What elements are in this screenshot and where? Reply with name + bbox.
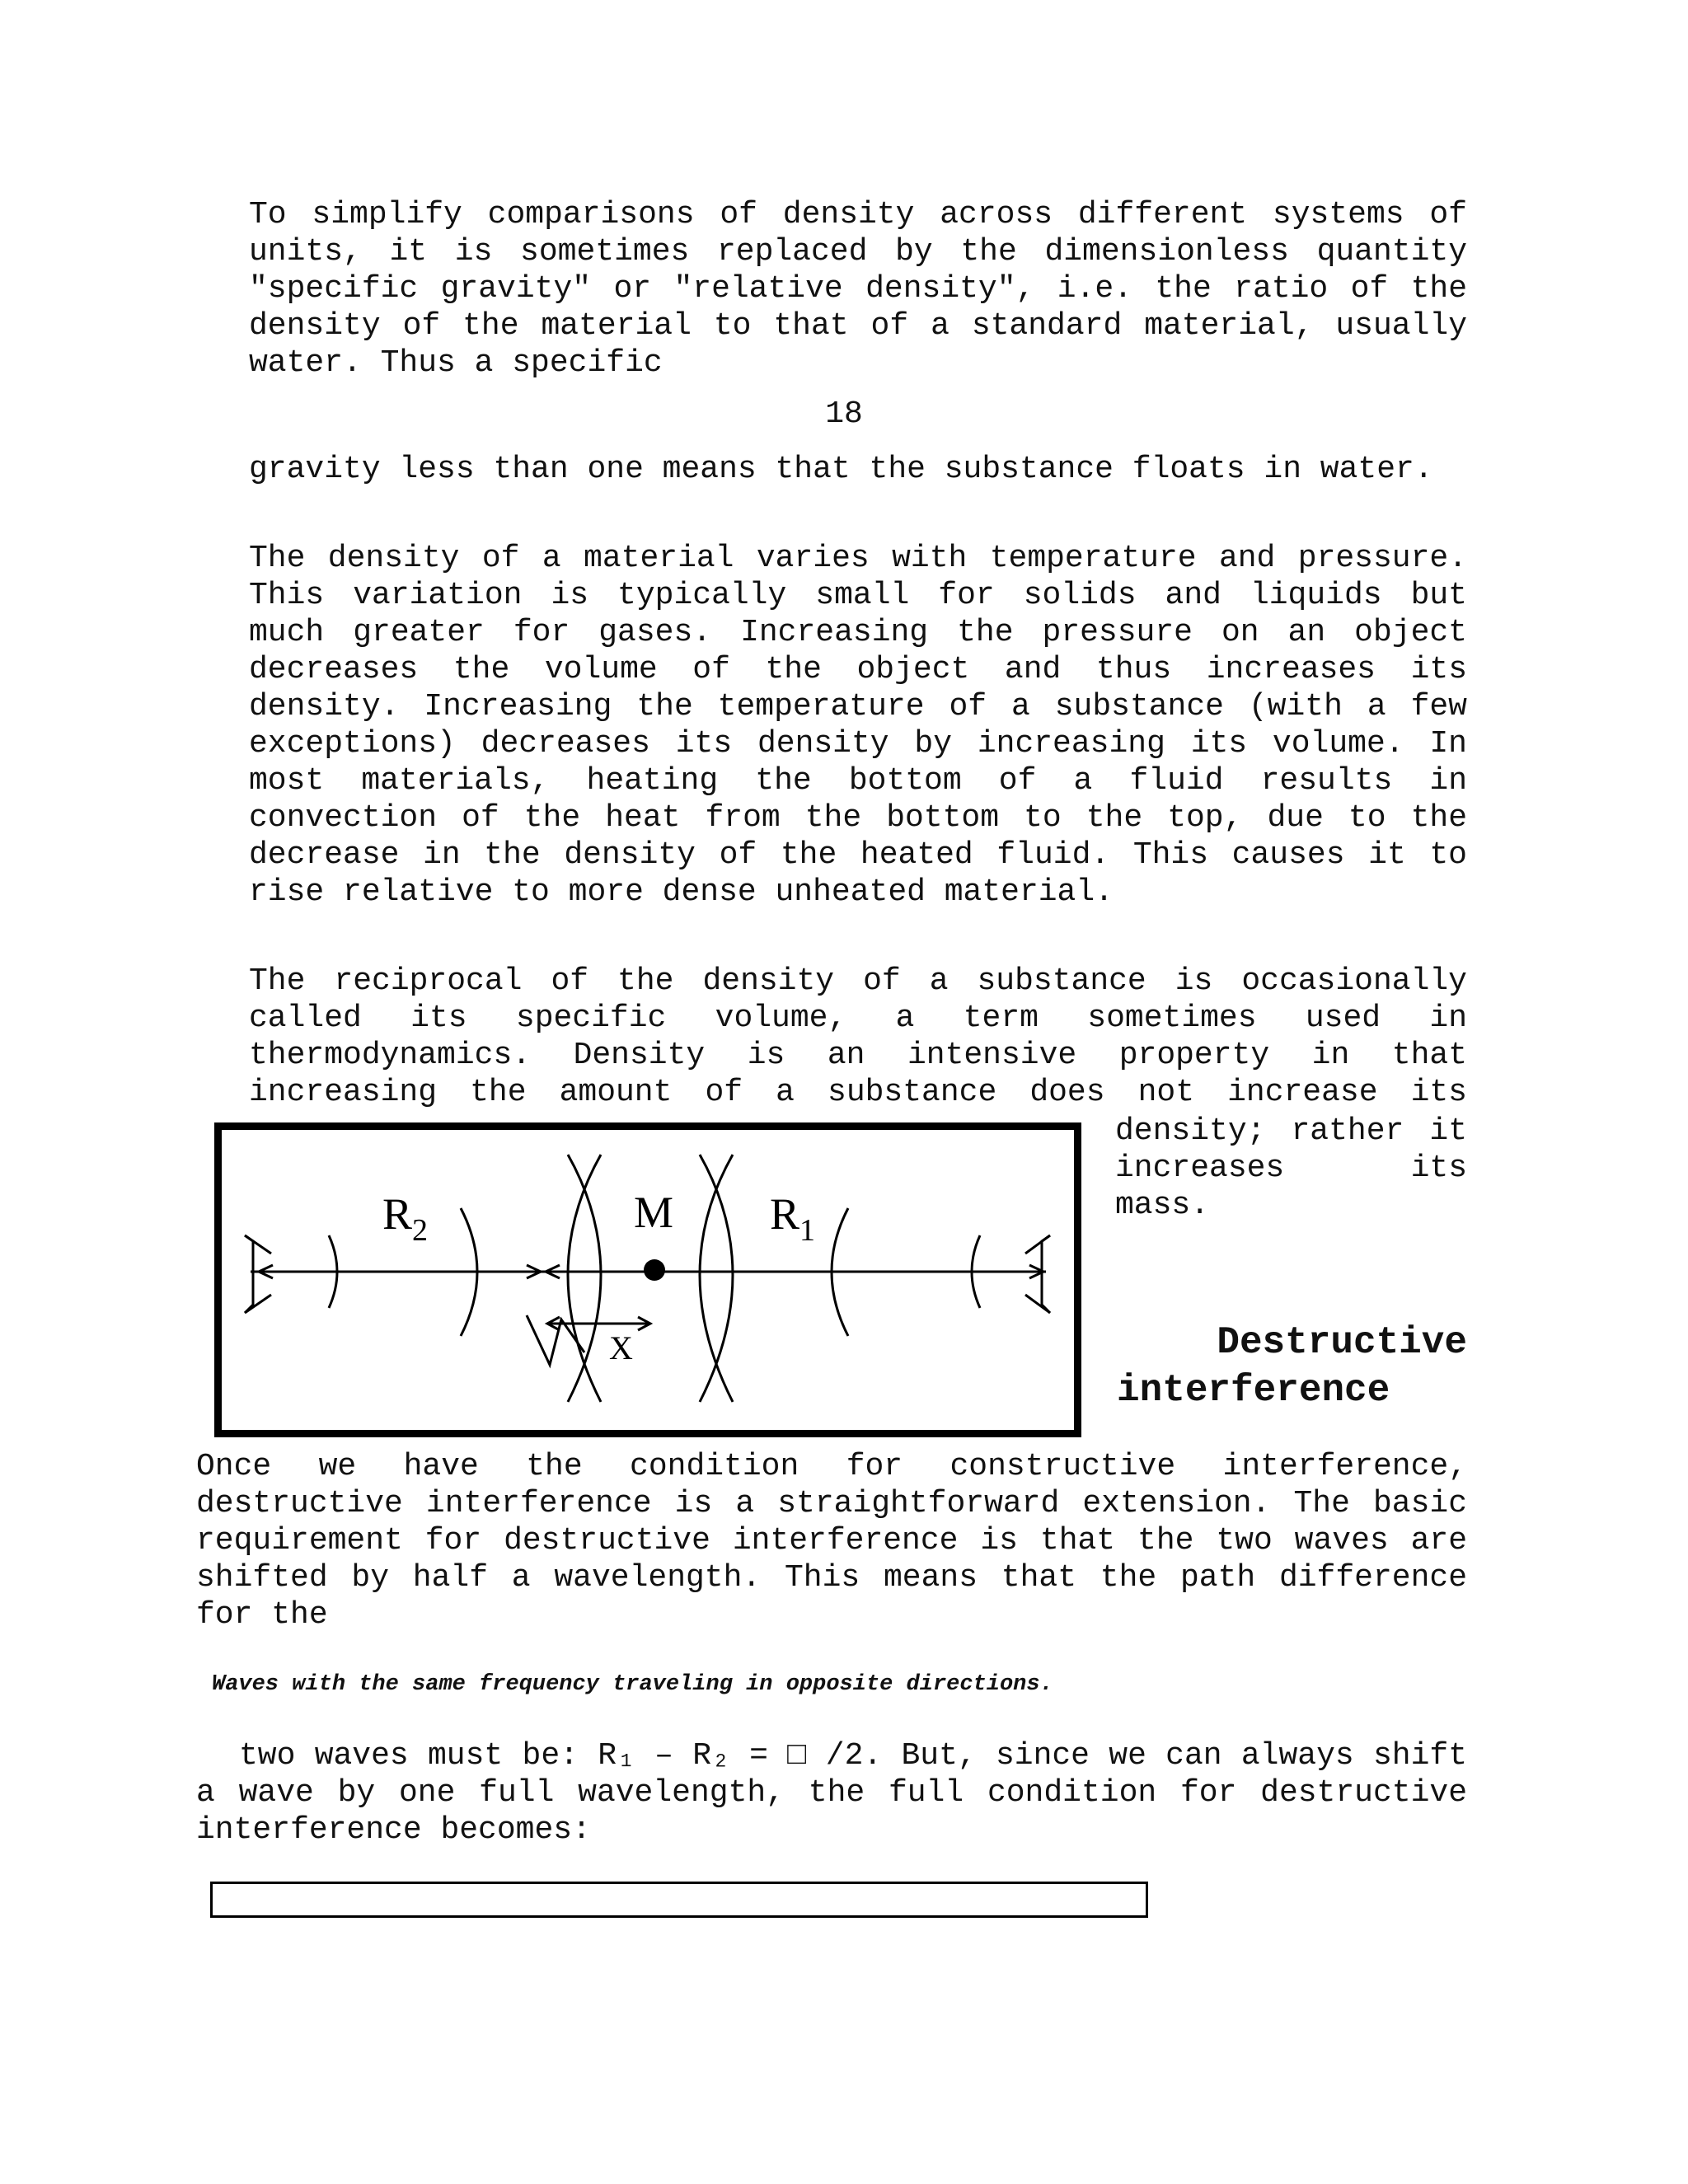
wave-figure: [214, 1122, 1081, 1437]
wave-diagram: [222, 1130, 1074, 1430]
heading-line-2: interference: [1117, 1369, 1390, 1412]
side-line-2: increases its: [1115, 1151, 1467, 1186]
paragraph-density-variation: The density of a material varies with temperature and pressure. This variation is typically small for solids and liquids but much greater for gases. Increasing the pressure on an object decreases the volume of the object and thus increases its density. Increasing the temperature of a substance (with a few exceptions) decreases its density by increasing its volume. In most materials, heating the bottom of a fluid results in convection of the heat from the bottom to the top, due to the decrease in the density of the heated fluid. This causes it to rise relative to more dense unheated material.: [249, 541, 1467, 910]
label-m: M: [634, 1188, 674, 1237]
wave-arc: [700, 1155, 733, 1402]
point-m: [644, 1259, 665, 1281]
equation-box: [210, 1882, 1148, 1918]
label-r1: $R_1$: [770, 1189, 816, 1248]
label-x: X: [609, 1329, 633, 1366]
paragraph-path-difference: two waves must be: R₁ – R₂ = □ /2. But, since we can always shift a wave by one full wavelength, the full condition for destructive interference becomes:: [196, 1738, 1467, 1848]
side-line-3: mass.: [1115, 1188, 1210, 1223]
right-source-bracket: [1042, 1235, 1050, 1313]
section-heading: [1117, 1319, 1467, 1414]
paragraph-specific-volume: The reciprocal of the density of a substance is occasionally called its specific volume, a term sometimes used in thermodynamics. Density is an intensive property in that increasing the amount of a substance does not increase its: [249, 963, 1467, 1110]
side-line-1: density; rather it: [1115, 1113, 1467, 1149]
paragraph-floats-in-water: gravity less than one means that the substance floats in water.: [249, 452, 1433, 487]
paragraph-side-continuation: [1115, 1113, 1467, 1224]
paragraph-destructive-condition: Once we have the condition for constructive interference, destructive interference is a straightforward extension. The basic requirement for destructive interference is that the two waves are shifted by half a wavelength. This means that the path difference for the: [196, 1449, 1467, 1633]
figure-caption: Waves with the same frequency traveling in opposite directions.: [212, 1672, 1053, 1697]
heading-line-1: Destructive: [1217, 1321, 1467, 1364]
paragraph-specific-gravity: To simplify comparisons of density across different systems of units, it is sometimes replaced by the dimensionless quantity "specific gravity" or "relative density", i.e. the ratio of the density of the material to that of a standard material, usually water. Thus a specific: [249, 197, 1467, 381]
wave-arc: [568, 1155, 601, 1402]
left-source-bracket: [245, 1235, 253, 1313]
page-number: 18: [825, 396, 863, 432]
label-r2: $R_2$: [382, 1189, 429, 1248]
